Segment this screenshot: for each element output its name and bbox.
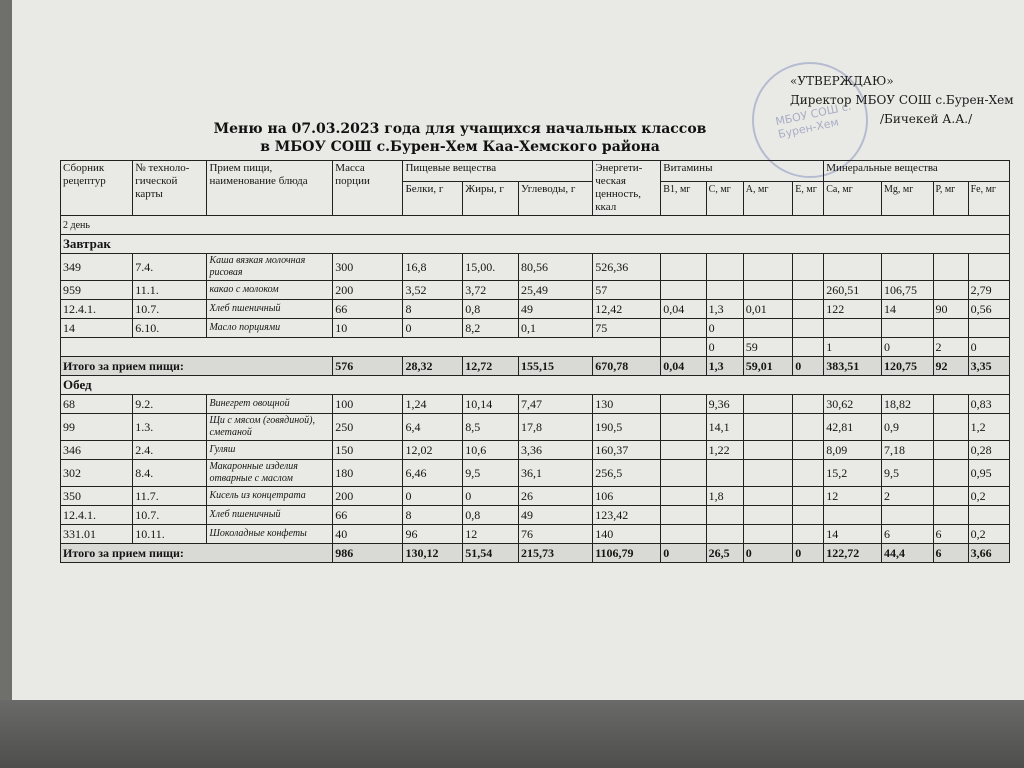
header-vitamins: Витамины: [661, 161, 824, 182]
cell-mass: 150: [333, 441, 403, 460]
cell-carb: 17,8: [518, 414, 592, 441]
cell-kcal: 130: [593, 395, 661, 414]
cell-name: Шоколадные конфеты: [207, 525, 333, 544]
cell-fat: 10,14: [463, 395, 519, 414]
cell-c: 0: [706, 319, 743, 338]
total-fat: 51,54: [463, 544, 519, 563]
cell-name: Щи с мясом (говядиной), сметаной: [207, 414, 333, 441]
cell-name: Каша вязкая молочная рисовая: [207, 254, 333, 281]
cell-a: 0,01: [743, 300, 793, 319]
cell-b1: [661, 460, 706, 487]
cell-prot: 96: [403, 525, 463, 544]
header-c: С, мг: [706, 182, 743, 216]
stamp-text: МБОУ СОШ с. Бурен-Хем: [774, 99, 853, 142]
cell-fe: 0,28: [968, 441, 1009, 460]
lunch-total-row: [61, 544, 1010, 563]
cell-mg: 2: [881, 487, 933, 506]
cell-prot: 6,46: [403, 460, 463, 487]
header-ca: Са, мг: [824, 182, 882, 216]
cell-name: Гуляш: [207, 441, 333, 460]
cell-sb: 14: [61, 319, 133, 338]
cell-tk: 10.7.: [133, 506, 207, 525]
extra-blank: [61, 338, 661, 357]
breakfast-row: [61, 281, 1010, 300]
cell-b1: [661, 487, 706, 506]
header-mg: Mg, мг: [881, 182, 933, 216]
cell-mass: 180: [333, 460, 403, 487]
cell-a: [743, 460, 793, 487]
cell-fat: 9,5: [463, 460, 519, 487]
cell-kcal: 526,36: [593, 254, 661, 281]
lunch-row: [61, 506, 1010, 525]
cell-carb: 76: [518, 525, 592, 544]
cell-tk: 9.2.: [133, 395, 207, 414]
cell-kcal: 106: [593, 487, 661, 506]
cell-p: [933, 395, 968, 414]
header-a: А, мг: [743, 182, 793, 216]
total-b1: 0: [661, 544, 706, 563]
cell-a: [743, 254, 793, 281]
total-mg: 120,75: [881, 357, 933, 376]
cell-fe: [968, 319, 1009, 338]
cell-kcal: 123,42: [593, 506, 661, 525]
cell-carb: 49: [518, 300, 592, 319]
cell-mg: 7,18: [881, 441, 933, 460]
header-fe: Fe, мг: [968, 182, 1009, 216]
cell-p: [933, 254, 968, 281]
cell-c: 1,8: [706, 487, 743, 506]
cell-a: [743, 281, 793, 300]
cell-p: 90: [933, 300, 968, 319]
cell-e: [793, 414, 824, 441]
cell-prot: 3,52: [403, 281, 463, 300]
cell-a: [743, 487, 793, 506]
cell-mg: 6: [881, 525, 933, 544]
cell-fe: 0,95: [968, 460, 1009, 487]
breakfast-rows: [61, 254, 1010, 338]
lunch-row: [61, 525, 1010, 544]
cell-b1: [661, 281, 706, 300]
cell-b1: [661, 506, 706, 525]
cell-kcal: 12,42: [593, 300, 661, 319]
breakfast-row: [61, 300, 1010, 319]
day-label: 2 день: [61, 216, 1010, 235]
cell-mass: 200: [333, 281, 403, 300]
cell-p: [933, 487, 968, 506]
header-b1: В1, мг: [661, 182, 706, 216]
menu-title-line-2: в МБОУ СОШ с.Бурен-Хем Каа-Хемского района: [260, 139, 660, 155]
cell-fe: 0,2: [968, 487, 1009, 506]
total-mass: 576: [333, 357, 403, 376]
cell-sb: 349: [61, 254, 133, 281]
cell-mass: 300: [333, 254, 403, 281]
cell-carb: 25,49: [518, 281, 592, 300]
breakfast-row: [61, 319, 1010, 338]
cell-name: Хлеб пшеничный: [207, 300, 333, 319]
cell-p: [933, 319, 968, 338]
total-mg: 44,4: [881, 544, 933, 563]
cell-kcal: 140: [593, 525, 661, 544]
total-kcal: 1106,79: [593, 544, 661, 563]
total-label: Итого за прием пищи:: [61, 544, 333, 563]
approval-line-2: Директор МБОУ СОШ с.Бурен-Хем: [790, 93, 1014, 107]
lunch-row: [61, 487, 1010, 506]
header-carbs: Углеводы, г: [518, 182, 592, 216]
cell-e: [793, 487, 824, 506]
extra-ca: 1: [824, 338, 882, 357]
total-fe: 3,35: [968, 357, 1009, 376]
cell-p: [933, 506, 968, 525]
cell-c: 1,3: [706, 300, 743, 319]
cell-sb: 346: [61, 441, 133, 460]
cell-b1: 0,04: [661, 300, 706, 319]
cell-ca: 12: [824, 487, 882, 506]
cell-ca: 8,09: [824, 441, 882, 460]
cell-fe: 0,56: [968, 300, 1009, 319]
extra-a: 59: [743, 338, 793, 357]
header-p: Р, мг: [933, 182, 968, 216]
cell-fat: 8,5: [463, 414, 519, 441]
cell-fe: [968, 254, 1009, 281]
cell-ca: [824, 506, 882, 525]
cell-sb: 99: [61, 414, 133, 441]
cell-p: [933, 414, 968, 441]
extra-b1: [661, 338, 706, 357]
cell-mass: 66: [333, 300, 403, 319]
cell-mg: [881, 254, 933, 281]
cell-mg: [881, 319, 933, 338]
cell-a: [743, 506, 793, 525]
cell-carb: 7,47: [518, 395, 592, 414]
cell-carb: 49: [518, 506, 592, 525]
cell-e: [793, 441, 824, 460]
lunch-row: [61, 460, 1010, 487]
cell-sb: 68: [61, 395, 133, 414]
cell-fat: 0,8: [463, 506, 519, 525]
cell-mg: 18,82: [881, 395, 933, 414]
cell-carb: 80,56: [518, 254, 592, 281]
cell-e: [793, 506, 824, 525]
cell-mass: 10: [333, 319, 403, 338]
cell-sb: 12.4.1.: [61, 300, 133, 319]
cell-e: [793, 300, 824, 319]
cell-e: [793, 525, 824, 544]
cell-prot: 0: [403, 487, 463, 506]
cell-fe: 0,83: [968, 395, 1009, 414]
extra-c: 0: [706, 338, 743, 357]
cell-prot: 1,24: [403, 395, 463, 414]
cell-carb: 26: [518, 487, 592, 506]
cell-sb: 350: [61, 487, 133, 506]
cell-mass: 40: [333, 525, 403, 544]
cell-c: 1,22: [706, 441, 743, 460]
cell-a: [743, 525, 793, 544]
cell-mass: 100: [333, 395, 403, 414]
cell-ca: 14: [824, 525, 882, 544]
cell-fe: 2,79: [968, 281, 1009, 300]
cell-c: 9,36: [706, 395, 743, 414]
cell-mg: 0,9: [881, 414, 933, 441]
cell-a: [743, 441, 793, 460]
cell-tk: 11.7.: [133, 487, 207, 506]
total-ca: 122,72: [824, 544, 882, 563]
cell-prot: 0: [403, 319, 463, 338]
approval-block: [790, 72, 1014, 129]
cell-p: [933, 441, 968, 460]
cell-mg: 14: [881, 300, 933, 319]
cell-ca: 260,51: [824, 281, 882, 300]
cell-tk: 2.4.: [133, 441, 207, 460]
total-c: 1,3: [706, 357, 743, 376]
cell-fe: [968, 506, 1009, 525]
cell-e: [793, 395, 824, 414]
cell-name: Винегрет овощной: [207, 395, 333, 414]
cell-kcal: 57: [593, 281, 661, 300]
approval-line-1: «УТВЕРЖДАЮ»: [790, 74, 894, 88]
cell-sb: 331.01: [61, 525, 133, 544]
lunch-row: [61, 395, 1010, 414]
cell-a: [743, 414, 793, 441]
header-mass: Масса порции: [333, 161, 403, 216]
lunch-rows: [61, 395, 1010, 544]
extra-fe: 0: [968, 338, 1009, 357]
page-bottom-shadow: [0, 700, 1024, 768]
cell-p: [933, 460, 968, 487]
total-a: 59,01: [743, 357, 793, 376]
cell-name: Хлеб пшеничный: [207, 506, 333, 525]
extra-e: [793, 338, 824, 357]
cell-name: Макаронные изделия отварные с маслом: [207, 460, 333, 487]
cell-kcal: 256,5: [593, 460, 661, 487]
cell-fat: 8,2: [463, 319, 519, 338]
cell-b1: [661, 441, 706, 460]
cell-name: Масло порциями: [207, 319, 333, 338]
cell-fat: 10,6: [463, 441, 519, 460]
cell-tk: 10.7.: [133, 300, 207, 319]
cell-c: [706, 460, 743, 487]
cell-mg: 9,5: [881, 460, 933, 487]
cell-fat: 0: [463, 487, 519, 506]
approval-line-3: /Бичекей А.А./: [880, 112, 973, 126]
total-ca: 383,51: [824, 357, 882, 376]
total-carb: 155,15: [518, 357, 592, 376]
breakfast-section-row: [61, 235, 1010, 254]
cell-ca: [824, 254, 882, 281]
header-minerals: Минеральные вещества: [824, 161, 1010, 182]
paper-edge: [0, 0, 12, 768]
cell-sb: 12.4.1.: [61, 506, 133, 525]
total-b1: 0,04: [661, 357, 706, 376]
cell-fe: 1,2: [968, 414, 1009, 441]
extra-mg: 0: [881, 338, 933, 357]
cell-fat: 3,72: [463, 281, 519, 300]
total-kcal: 670,78: [593, 357, 661, 376]
total-e: 0: [793, 544, 824, 563]
cell-sb: 959: [61, 281, 133, 300]
cell-ca: 122: [824, 300, 882, 319]
total-fat: 12,72: [463, 357, 519, 376]
cell-mg: 106,75: [881, 281, 933, 300]
cell-fat: 12: [463, 525, 519, 544]
cell-kcal: 160,37: [593, 441, 661, 460]
header-meal: Прием пищи, наименование блюда: [207, 161, 333, 216]
total-c: 26,5: [706, 544, 743, 563]
cell-c: [706, 254, 743, 281]
cell-b1: [661, 254, 706, 281]
cell-p: [933, 281, 968, 300]
cell-prot: 16,8: [403, 254, 463, 281]
header-fats: Жиры, г: [463, 182, 519, 216]
total-label: Итого за прием пищи:: [61, 357, 333, 376]
cell-name: какао с молоком: [207, 281, 333, 300]
cell-tk: 10.11.: [133, 525, 207, 544]
cell-mass: 250: [333, 414, 403, 441]
cell-e: [793, 319, 824, 338]
cell-prot: 12,02: [403, 441, 463, 460]
breakfast-extra-row: [61, 338, 1010, 357]
cell-a: [743, 395, 793, 414]
cell-carb: 0,1: [518, 319, 592, 338]
cell-fat: 15,00.: [463, 254, 519, 281]
breakfast-section-label: Завтрак: [61, 235, 1010, 254]
cell-c: [706, 525, 743, 544]
total-e: 0: [793, 357, 824, 376]
cell-prot: 6,4: [403, 414, 463, 441]
cell-b1: [661, 319, 706, 338]
menu-table: [60, 160, 1010, 563]
cell-carb: 36,1: [518, 460, 592, 487]
cell-prot: 8: [403, 300, 463, 319]
extra-p: 2: [933, 338, 968, 357]
cell-e: [793, 281, 824, 300]
cell-fe: 0,2: [968, 525, 1009, 544]
cell-p: 6: [933, 525, 968, 544]
total-prot: 28,32: [403, 357, 463, 376]
header-row-1: [61, 161, 1010, 182]
cell-tk: 7.4.: [133, 254, 207, 281]
cell-name: Кисель из концетрата: [207, 487, 333, 506]
lunch-section-row: [61, 376, 1010, 395]
cell-tk: 11.1.: [133, 281, 207, 300]
cell-tk: 1.3.: [133, 414, 207, 441]
header-energy: Энергети-ческая ценность, ккал: [593, 161, 661, 216]
total-fe: 3,66: [968, 544, 1009, 563]
breakfast-total-row: [61, 357, 1010, 376]
total-prot: 130,12: [403, 544, 463, 563]
cell-ca: 42,81: [824, 414, 882, 441]
lunch-row: [61, 414, 1010, 441]
cell-mass: 66: [333, 506, 403, 525]
cell-kcal: 190,5: [593, 414, 661, 441]
cell-c: [706, 506, 743, 525]
cell-e: [793, 254, 824, 281]
total-carb: 215,73: [518, 544, 592, 563]
cell-carb: 3,36: [518, 441, 592, 460]
total-a: 0: [743, 544, 793, 563]
cell-fat: 0,8: [463, 300, 519, 319]
header-sbornik: Сборник рецептур: [61, 161, 133, 216]
cell-ca: 15,2: [824, 460, 882, 487]
menu-title-line-1: Меню на 07.03.2023 года для учащихся начальных классов: [213, 121, 707, 137]
header-proteins: Белки, г: [403, 182, 463, 216]
cell-e: [793, 460, 824, 487]
cell-b1: [661, 414, 706, 441]
total-p: 6: [933, 544, 968, 563]
lunch-row: [61, 441, 1010, 460]
lunch-section-label: Обед: [61, 376, 1010, 395]
cell-sb: 302: [61, 460, 133, 487]
day-row: [61, 216, 1010, 235]
total-p: 92: [933, 357, 968, 376]
cell-prot: 8: [403, 506, 463, 525]
cell-a: [743, 319, 793, 338]
cell-tk: 6.10.: [133, 319, 207, 338]
total-mass: 986: [333, 544, 403, 563]
menu-title: [200, 120, 720, 156]
cell-b1: [661, 525, 706, 544]
cell-b1: [661, 395, 706, 414]
cell-kcal: 75: [593, 319, 661, 338]
header-tech-card: № техноло-гической карты: [133, 161, 207, 216]
cell-c: 14,1: [706, 414, 743, 441]
cell-c: [706, 281, 743, 300]
cell-tk: 8.4.: [133, 460, 207, 487]
breakfast-row: [61, 254, 1010, 281]
cell-mg: [881, 506, 933, 525]
cell-ca: 30,62: [824, 395, 882, 414]
cell-ca: [824, 319, 882, 338]
cell-mass: 200: [333, 487, 403, 506]
header-nutrients: Пищевые вещества: [403, 161, 593, 182]
header-e: Е, мг: [793, 182, 824, 216]
